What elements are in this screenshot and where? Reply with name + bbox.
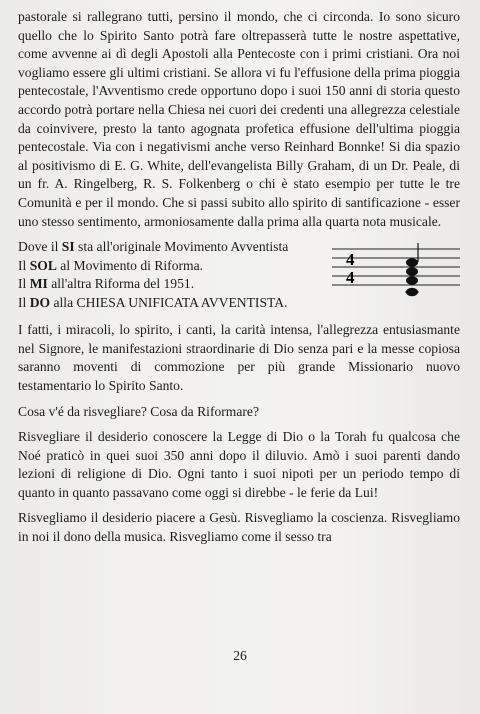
time-signature-top: 4: [346, 250, 355, 270]
paragraph-2: I fatti, i miracoli, lo spirito, i canti, la carità intensa, l'allegrezza entusiasmante nel Signore, le manifestazioni straordinarie di Dio senza pari e la messe copiosa saranno moventi di commozione per più grande Missionario nuovo testamentario lo Spirito Santo.: [18, 322, 460, 393]
chord-line-do: Il DO alla CHIESA UNIFICATA AVVENTISTA.: [18, 294, 288, 310]
paragraph-4: Risvegliare il desiderio conoscere la Legge di Dio o la Torah fu qualcosa che Noé praticò in quei suoi 350 anni dopo il diluvio. Amò i suoi parenti dando lezioni di religione di Dio. Ogni tanto i suoi nipoti per un periodo tempo di quanto in quanto passavano come oggi si direbbe - le ferie da Lui!: [18, 429, 460, 500]
note-si: [406, 258, 418, 267]
chord-description: [18, 238, 318, 312]
page-number: 26: [233, 648, 247, 663]
paragraph-1: pastorale si rallegrano tutti, persino il mondo, che ci circonda. Io sono sicuro quello che lo Spirito Santo potrà fare oltrepasserà tutte le nostre aspettative, come avvenne ai dì degli Apostoli alla Pentecoste con i primi cristiani. Ora noi vogliamo essere gli ultimi cristiani. Se allora vi fu l'effusione della prima pioggia pentecostale, l'Avventismo crede opportuno dopo i suoi 150 anni di storia questo accordo potrà portare nella Chiesa nei cuori dei credenti una allegrezza celestiale da coinvivere, presto la tanto agognata profetica effusione dell'ultima pioggia pentecostale. Via con i negativismi anche verso Reinhard Bonnke! Si dia spazio al positivismo di E. G. White, dell'evangelista Billy Graham, di un Dr. Peale, di un fr. A. Ringelberg, R. S. Folkenberg o chi è stato esempio per tutte le tre Comunità e per il mondo. Che si passi subito allo spirito di santificazione - esser uno stesso sentimento, armoniosamente dalla prima alla quarta nota musicale.: [18, 9, 460, 229]
note-sol: [406, 267, 418, 276]
chord-section: [18, 238, 460, 314]
paragraph-3: Cosa v'é da risvegliare? Cosa da Riformare?: [18, 403, 260, 419]
note-do: [406, 288, 418, 297]
chord-line-si: Dove il SI sta all'originale Movimento Avventista: [18, 239, 289, 255]
music-staff-chord-figure: [332, 241, 460, 297]
page-body: [18, 8, 460, 554]
chord-line-sol: Il SOL al Movimento di Riforma.: [18, 257, 204, 273]
time-signature-bottom: 4: [346, 268, 355, 288]
chord-line-mi: Il MI all'altra Riforma del 1951.: [18, 276, 195, 292]
paragraph-5: Risvegliamo il desiderio piacere a Gesù. Risvegliamo la coscienza. Risvegliamo in noi il dono della musica. Risvegliamo come il sesso tra: [18, 510, 460, 545]
chord-notes: [406, 258, 418, 296]
note-mi: [406, 276, 418, 285]
